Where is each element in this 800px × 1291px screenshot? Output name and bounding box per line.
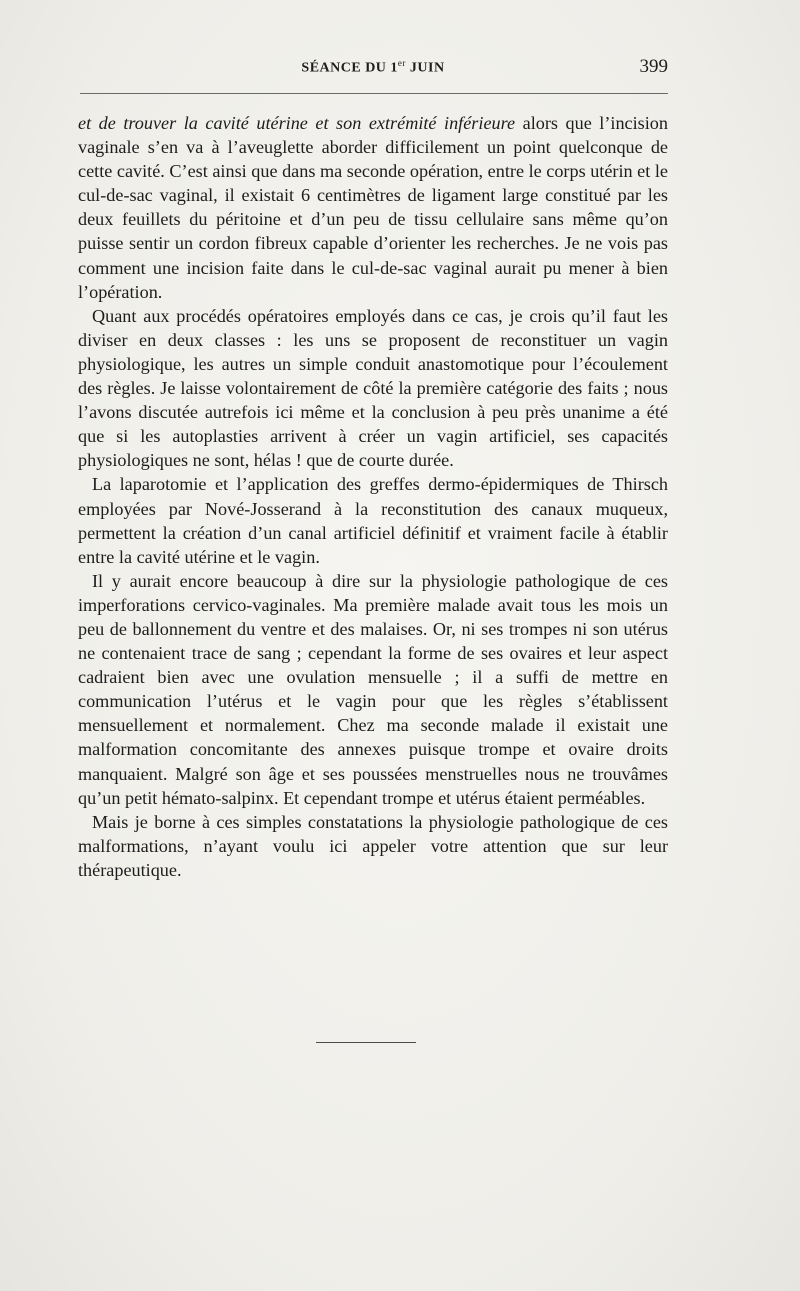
paragraph-1-italic: et de trouver la cavité utérine et son extrémité inférieure xyxy=(78,113,516,133)
paragraph-3: La laparotomie et l’application des greffes dermo-épidermiques de Thirsch employées par Nové-Josserand à la reconstitution des canaux muqueux, permettent la création d’un canal artificiel définitif et vraiment facile à établir entre la cavité utérine et le vagin. xyxy=(78,474,668,567)
paragraph-5: Mais je borne à ces simples constatations la physiologie pathologique de ces malformations, n’ayant voulu ici appeler votre attention que sur leur thérapeutique. xyxy=(78,811,668,880)
header-rule xyxy=(80,93,668,94)
body-text xyxy=(78,111,668,882)
paragraph-2: Quant aux procédés opératoires employés dans ce cas, je crois qu’il faut les diviser en deux classes : les uns se proposent de reconstituer un vagin physiologique, les autres un simple conduit anastomotique pour l’écoulement des règles. Je laisse volontairement de côté la première catégorie des faits ; nous l’avons discutée autrefois ici même et la conclusion à peu près unanime a été que si les autoplasties arrivent à créer un vagin artificiel, ses capacités physiologiques ne sont, hélas ! que de courte durée. xyxy=(78,305,668,471)
page-header xyxy=(78,58,668,86)
end-rule xyxy=(316,1042,416,1043)
page-number: 399 xyxy=(639,56,668,77)
paragraph-1-text: alors que l’incision vaginale s’en va à l’aveuglette aborder difficilement un point quelconque de cette cavité. C’est ainsi que dans ma seconde opération, entre le corps utérin et le cul-de-sac vaginal, il existait 6 centimètres de ligament large constitué par les deux feuillets du péritoine et d’un peu de tissu cellulaire sans même qu’on puisse sentir un cordon fibreux capable d’orienter les recherches. Je ne vois pas comment une incision faite dans le cul-de-sac vaginal aurait pu mener à bien l’opération. xyxy=(78,113,668,302)
paragraph-1 xyxy=(78,111,668,304)
paragraph-4: Il y aurait encore beaucoup à dire sur la physiologie pathologique de ces imperforations cervico-vaginales. Ma première malade avait tous les mois un peu de ballonnement du ventre et des malaises. Or, ni ses trompes ni son utérus ne contenaient trace de sang ; cependant la forme de ses ovaires et leur aspect cadraient bien avec une ovulation mensuelle ; il a suffi de mettre en communication l’utérus et le vagin pour que les règles s’établissent mensuellement et normalement. Chez ma seconde malade il existait une malformation concomitante des annexes puisque trompe et ovaire droits manquaient. Malgré son âge et ses poussées menstruelles nous ne trouvâmes qu’un petit hémato-salpinx. Et cependant trompe et utérus étaient perméables. xyxy=(78,570,668,808)
running-title: SÉANCE DU 1er JUIN xyxy=(301,58,445,76)
